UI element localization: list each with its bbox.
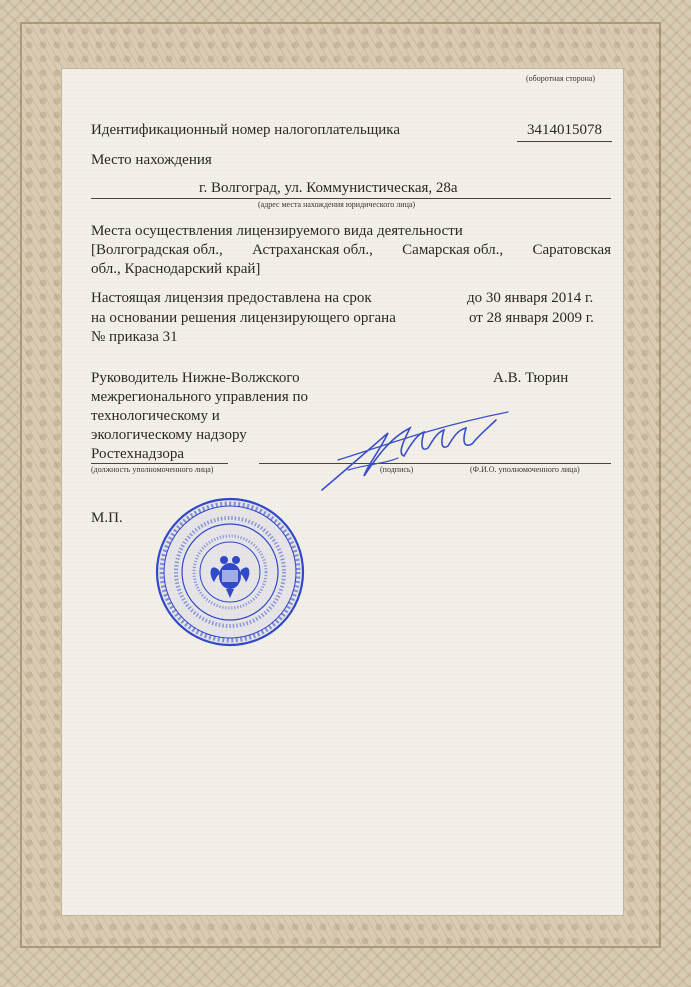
seal-mark: М.П.	[91, 510, 123, 526]
activity-region-1: [Волгоградская обл.,	[91, 242, 223, 258]
position-underline	[91, 463, 228, 464]
activity-label: Места осуществления лицензируемого вида деятельности	[91, 223, 463, 239]
official-seal-stamp	[154, 496, 306, 648]
caption-signature: (подпись)	[380, 465, 414, 474]
signatory-position-line3: технологическому и	[91, 408, 220, 424]
location-value: г. Волгоград, ул. Коммунистическая, 28а	[199, 180, 458, 196]
activity-regions-line2: обл., Краснодарский край]	[91, 261, 261, 277]
term-decision-date: от 28 января 2009 г.	[469, 310, 594, 326]
activity-region-3: Самарская обл.,	[402, 242, 504, 258]
caption-name: (Ф.И.О. уполномоченного лица)	[470, 465, 580, 474]
location-caption: (адрес места нахождения юридического лица)	[258, 200, 416, 209]
location-underline	[91, 198, 611, 199]
term-line2-left: на основании решения лицензирующего органа	[91, 310, 396, 326]
signatory-position-line2: межрегионального управления по	[91, 389, 308, 405]
activity-regions-line1	[91, 242, 611, 259]
signatory-name: А.В. Тюрин	[493, 370, 569, 386]
location-label: Место нахождения	[91, 152, 212, 168]
inn-value: 3414015078	[527, 122, 602, 138]
signatory-position-line4: экологическому надзору	[91, 427, 247, 443]
signatory-position-line1: Руководитель Нижне-Волжского	[91, 370, 300, 386]
activity-region-4: Саратовская	[532, 242, 611, 258]
caption-position: (должность уполномоченного лица)	[91, 465, 214, 474]
inn-label: Идентификационный номер налогоплательщика	[91, 122, 401, 138]
term-line1-left: Настоящая лицензия предоставлена на срок	[91, 290, 372, 306]
handwritten-signature	[318, 398, 518, 498]
inn-underline	[517, 141, 612, 142]
signatory-position-line5: Ростехнадзора	[91, 446, 185, 462]
activity-region-2: Астраханская обл.,	[252, 242, 373, 258]
order-number: № приказа 31	[91, 329, 178, 345]
side-note: (оборотная сторона)	[526, 74, 596, 83]
term-valid-until: до 30 января 2014 г.	[467, 290, 594, 306]
